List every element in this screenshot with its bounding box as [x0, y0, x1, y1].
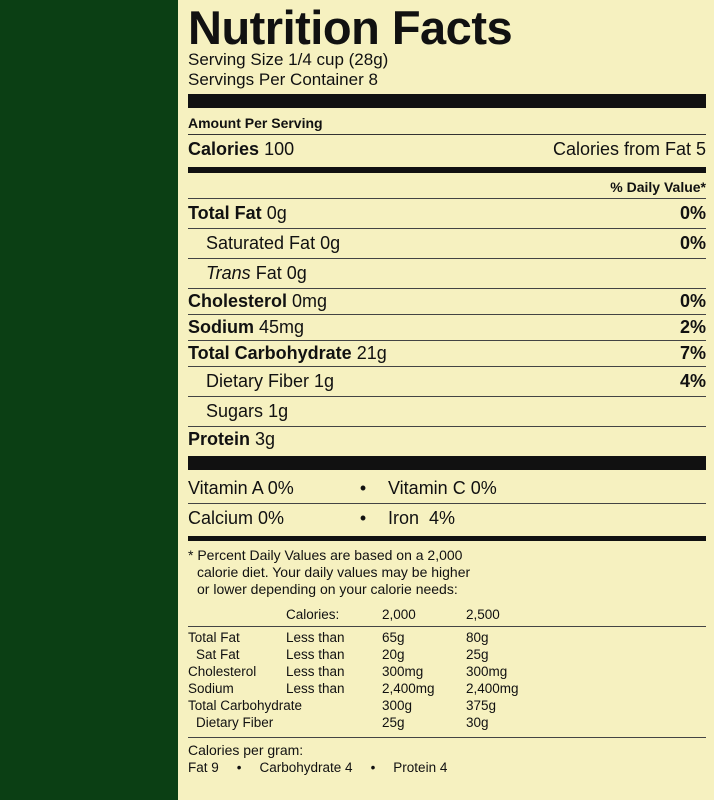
vitamin-a: Vitamin A 0%: [188, 478, 294, 498]
table-row: Dietary Fiber 25g 30g: [196, 715, 489, 730]
bullet: •: [370, 760, 376, 775]
calories-per-gram-label: Calories per gram:: [188, 742, 304, 758]
nutrient-amount: 0g: [320, 233, 341, 253]
medium-divider: [188, 536, 706, 541]
table-header: [188, 606, 706, 623]
calories-per-gram-values: [188, 759, 706, 776]
nutrient-amount: Fat 0g: [255, 263, 307, 283]
nutrient-dv: 7%: [679, 343, 706, 363]
table-row: Total Fat Less than 65g 80g: [188, 630, 489, 645]
carb-per-gram: Carbohydrate 4: [259, 760, 353, 775]
nutrient-row-protein: [188, 427, 706, 452]
nutrient-amount: 3g: [255, 429, 276, 449]
nutrient-label: Total Carbohydrate: [188, 343, 352, 363]
nutrient-label: Saturated Fat: [206, 233, 316, 253]
vitamin-c: Vitamin C 0%: [388, 478, 497, 498]
vitamin-row-1: [188, 474, 706, 503]
servings-per-container: Servings Per Container 8: [188, 70, 378, 89]
nutrient-dv: 0%: [679, 233, 706, 253]
calories-label: Calories: [188, 139, 260, 159]
daily-value-table-body: [188, 629, 706, 731]
nutrient-dv: 0%: [679, 291, 706, 311]
nutrient-row-dietary-fiber: [188, 367, 706, 396]
medium-divider: [188, 167, 706, 173]
thick-divider: [188, 456, 706, 470]
iron: Iron 4%: [388, 508, 456, 528]
nutrient-label: Protein: [188, 429, 251, 449]
table-header-cell: 2,000: [382, 607, 416, 622]
nutrient-amount: 0mg: [292, 291, 328, 311]
nutrient-dv: 2%: [679, 317, 706, 337]
nutrient-label: Sodium: [188, 317, 254, 337]
nutrient-amount: 1g: [314, 371, 335, 391]
nutrient-dv: 0%: [679, 203, 706, 223]
nutrient-amount: 0g: [266, 203, 287, 223]
calories-from-fat: Calories from Fat 5: [552, 139, 706, 159]
vitamin-row-2: [188, 504, 706, 533]
calories-value: 100: [264, 139, 295, 159]
calories-row: [188, 135, 706, 164]
amount-per-serving: Amount Per Serving: [188, 115, 323, 131]
nutrient-row-saturated-fat: [188, 229, 706, 258]
nutrient-row-total-carbohydrate: [188, 341, 706, 366]
nutrient-label: Cholesterol: [188, 291, 288, 311]
thick-divider: [188, 94, 706, 108]
nutrient-dv: 4%: [679, 371, 706, 391]
label-title: Nutrition Facts: [188, 1, 513, 54]
table-row: Sodium Less than 2,400mg 2,400mg: [188, 681, 519, 696]
nutrient-label: Trans: [206, 263, 251, 283]
divider: [188, 626, 706, 627]
table-row: Total Carbohydrate 300g 375g: [188, 698, 497, 713]
calcium: Calcium 0%: [188, 508, 285, 528]
bullet: •: [236, 760, 242, 775]
nutrient-label: Sugars: [206, 401, 264, 421]
nutrient-label: Total Fat: [188, 203, 262, 223]
nutrient-row-sodium: [188, 315, 706, 340]
table-header-cell: 2,500: [466, 607, 500, 622]
nutrient-label: Dietary Fiber: [206, 371, 310, 391]
daily-value-header: % Daily Value*: [610, 179, 706, 195]
nutrition-label: [178, 0, 714, 800]
bullet: •: [359, 508, 367, 528]
nutrient-row-cholesterol: [188, 289, 706, 314]
table-row: Sat Fat Less than 20g 25g: [196, 647, 489, 662]
bullet: •: [359, 478, 367, 498]
nutrient-amount: 1g: [268, 401, 289, 421]
divider: [188, 737, 706, 738]
footnote-line-1: * Percent Daily Values are based on a 2,000: [188, 547, 463, 563]
nutrient-row-trans-fat: [188, 259, 706, 288]
protein-per-gram: Protein 4: [393, 760, 448, 775]
footnote-line-2: calorie diet. Your daily values may be higher: [197, 564, 471, 580]
nutrient-amount: 45mg: [259, 317, 305, 337]
footnote-line-3: or lower depending on your calorie needs:: [197, 581, 458, 597]
fat-per-gram: Fat 9: [188, 760, 219, 775]
nutrient-amount: 21g: [356, 343, 387, 363]
serving-size: Serving Size 1/4 cup (28g): [188, 50, 389, 69]
daily-value-table: [188, 606, 706, 623]
nutrient-row-sugars: [188, 397, 706, 426]
nutrient-row-total-fat: [188, 199, 706, 228]
table-row: Cholesterol Less than 300mg 300mg: [188, 664, 508, 679]
table-header-cell: Calories:: [286, 607, 340, 622]
